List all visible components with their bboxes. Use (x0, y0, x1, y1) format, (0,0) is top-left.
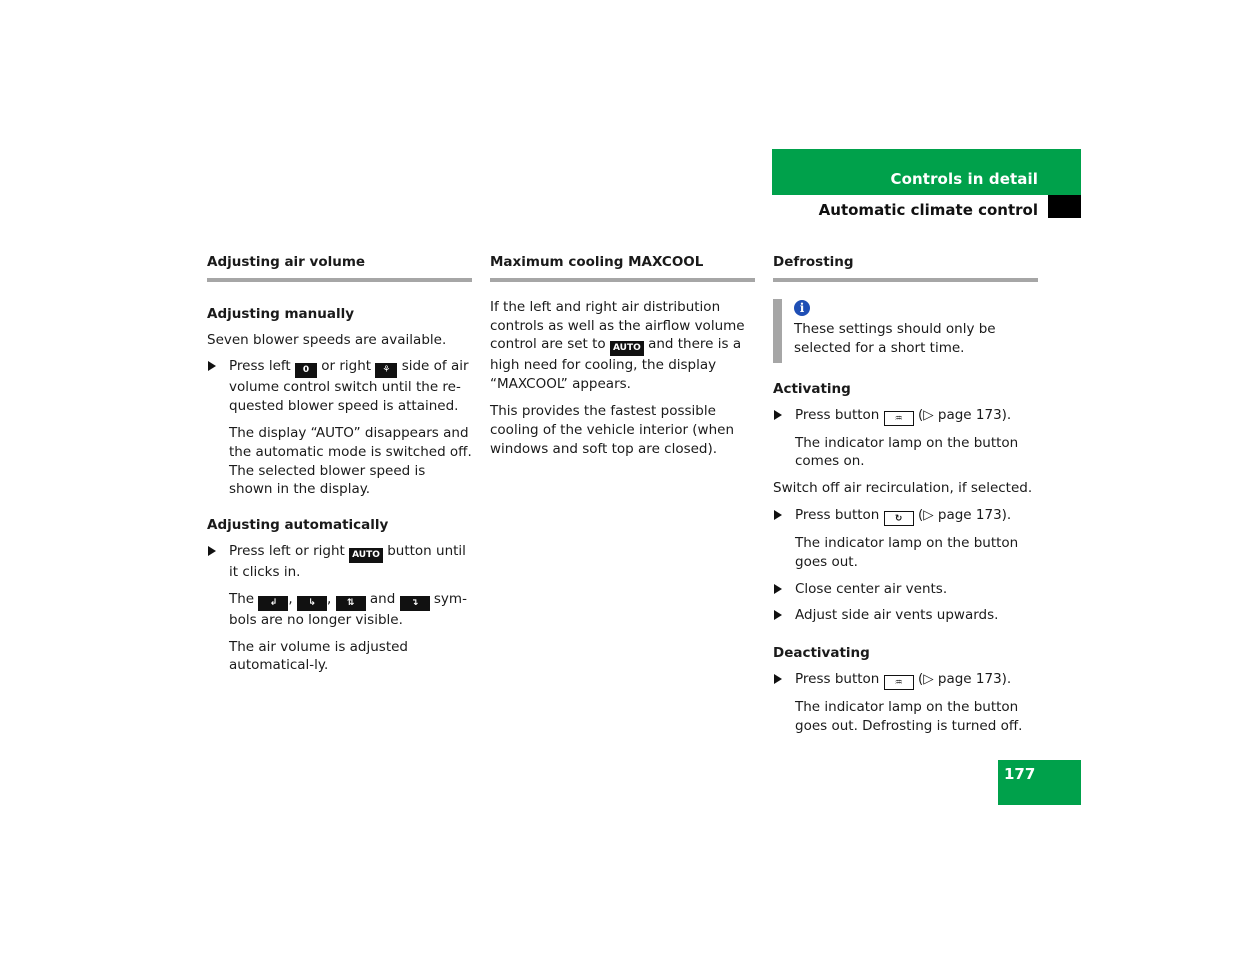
section-title: Automatic climate control (818, 201, 1038, 219)
bullet-arrow-icon (774, 584, 782, 594)
bullet-arrow-icon (774, 674, 782, 684)
activate-step-3: Close center air vents. (773, 580, 1038, 599)
page-number-box (998, 760, 1081, 805)
recirculation-button-icon: ↻ (884, 511, 914, 526)
activate-step-2: Press button ↻ (▷ page 173). (773, 506, 1038, 526)
defrost-button-icon: ♒ (884, 411, 914, 426)
manual-intro: Seven blower speeds are available. (207, 331, 447, 348)
auto-step: Press left or right AUTO button until it clicks in. (207, 542, 472, 582)
activate-result-1: The indicator lamp on the button comes on. (795, 434, 1019, 470)
subheading-activating: Activating (773, 380, 851, 397)
column-maxcool (490, 253, 755, 466)
auto-result-volume: The air volume is adjusted automatical-ly. (229, 638, 408, 674)
airflow-symbol-2-icon: ↳ (297, 596, 327, 611)
recirculation-note: Switch off air recirculation, if selected. (773, 480, 1033, 497)
airflow-symbol-1-icon: ↲ (258, 596, 288, 611)
activate-step-4: Adjust side air vents upwards. (773, 606, 1038, 625)
heading-maxcool: Maximum cooling MAXCOOL (490, 253, 755, 282)
blower-off-key-icon: 0 (295, 363, 317, 378)
bullet-arrow-icon (774, 410, 782, 420)
auto-result-symbols: The ↲ , ↳ , ⇅ and ↴ sym-bols are no longer visible. (229, 590, 467, 628)
deactivate-step: Press button ♒ (▷ page 173). (773, 670, 1038, 690)
airflow-symbol-4-icon: ↴ (400, 596, 430, 611)
auto-key-icon: AUTO (610, 341, 644, 356)
manual-step: Press left 0 or right ⚘ side of air volume control switch until the re-quested blower speed is attained. (207, 357, 472, 416)
blower-fan-key-icon: ⚘ (375, 363, 397, 378)
subheading-automatic: Adjusting automatically (207, 517, 389, 534)
info-note (773, 299, 1038, 363)
info-icon: i (794, 300, 810, 316)
subheading-manual: Adjusting manually (207, 305, 355, 322)
column-defrosting (773, 253, 1038, 744)
heading-defrosting: Defrosting (773, 253, 1038, 282)
auto-key-icon: AUTO (349, 548, 383, 563)
section-marker (1048, 195, 1081, 218)
page-number: 177 (1004, 765, 1036, 783)
defrost-button-icon: ♒ (884, 675, 914, 690)
bullet-arrow-icon (774, 510, 782, 520)
bullet-arrow-icon (208, 546, 216, 556)
column-air-volume (207, 253, 472, 683)
maxcool-paragraph-1: If the left and right air distribution controls as well as the airflow volume control are set to AUTO and there is a high need for cooling, the display “MAXCOOL” appears. (490, 298, 745, 393)
chapter-header (772, 149, 1081, 195)
bullet-arrow-icon (208, 361, 216, 371)
airflow-symbol-3-icon: ⇅ (336, 596, 366, 611)
manual-result: The display “AUTO” disappears and the automatic mode is switched off. The selected blower speed is shown in the display. (229, 424, 472, 498)
activate-result-2: The indicator lamp on the button goes out. (795, 534, 1019, 570)
deactivate-result: The indicator lamp on the button goes out. Defrosting is turned off. (795, 698, 1023, 734)
bullet-arrow-icon (774, 610, 782, 620)
subheading-deactivating: Deactivating (773, 645, 870, 662)
info-text: These settings should only be selected for a short time. (794, 320, 996, 356)
heading-air-volume: Adjusting air volume (207, 253, 472, 282)
maxcool-paragraph-2: This provides the fastest possible cooling of the vehicle interior (when windows and soft top are closed). (490, 402, 735, 457)
info-bar (773, 299, 782, 363)
activate-step-1: Press button ♒ (▷ page 173). (773, 406, 1038, 426)
chapter-title: Controls in detail (890, 170, 1038, 188)
